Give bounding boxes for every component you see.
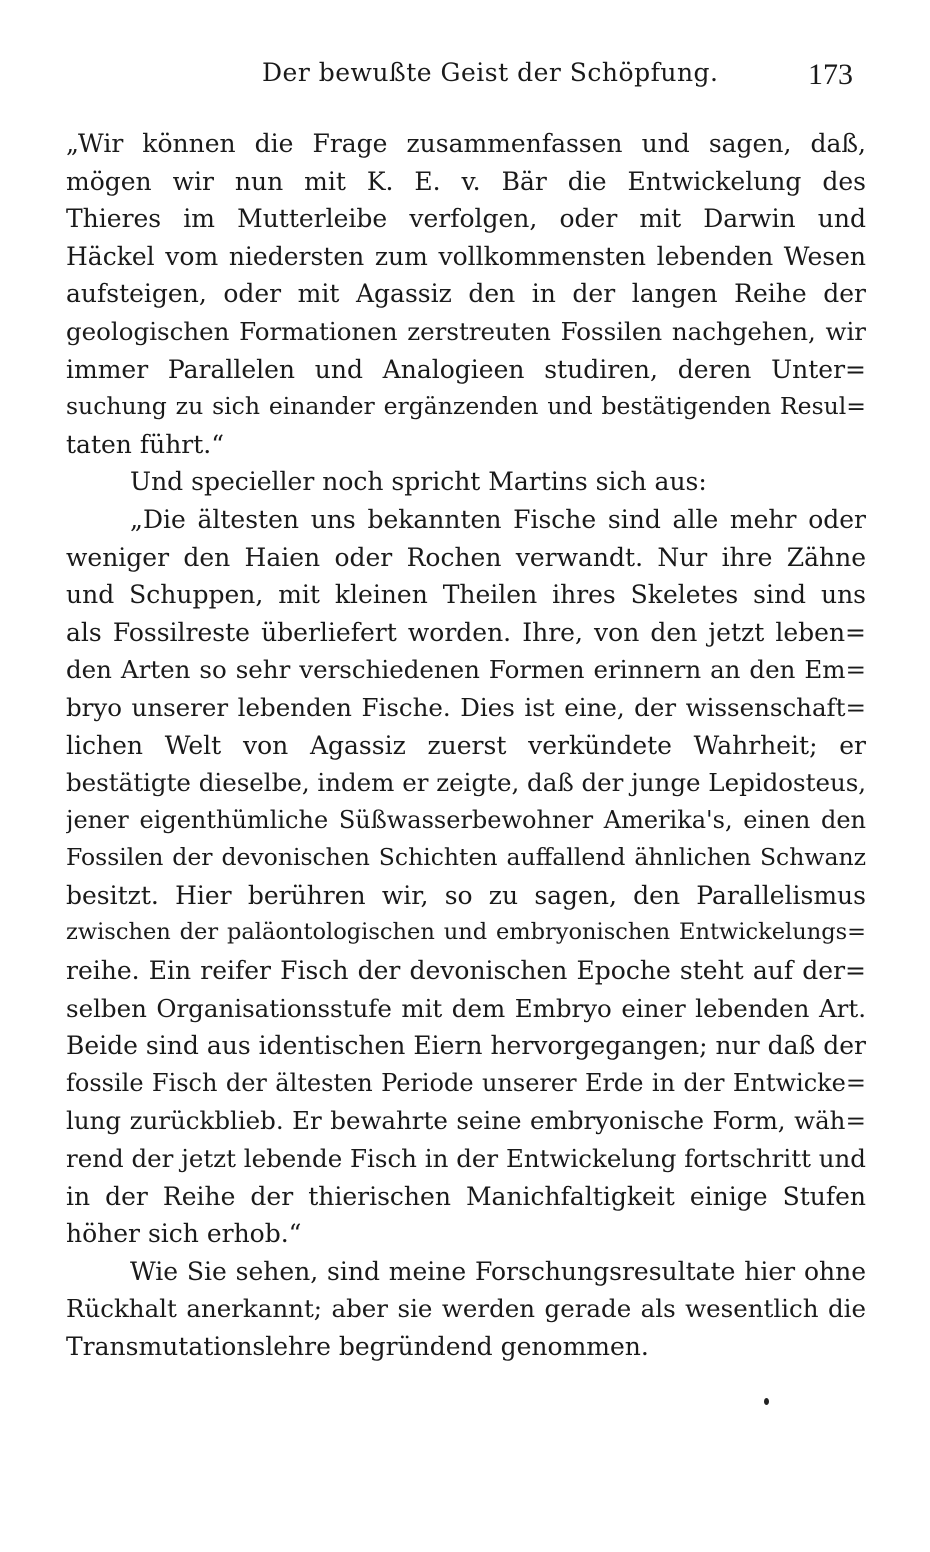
text-line: Fossilen der devonischen Schichten auffallend ähnlichen Schwanz <box>66 843 866 872</box>
text-line: in der Reihe der thierischen Manichfaltigkeit einige Stufen <box>66 1181 866 1211</box>
text-line: reihe. Ein reifer Fisch der devonischen Epoche steht auf der= <box>66 956 866 986</box>
text-line: Thieres im Mutterleibe verfolgen, oder mit Darwin und <box>66 204 866 234</box>
text-line: höher sich erhob.“ <box>66 1219 302 1249</box>
text-line: rend der jetzt lebende Fisch in der Entwickelung fortschritt und <box>66 1144 866 1174</box>
text-line: bestätigte dieselbe, indem er zeigte, daß der junge Lepidosteus, <box>66 768 866 798</box>
running-title: Der bewußte Geist der Schöpfung. <box>262 58 719 87</box>
text-line: lung zurückblieb. Er bewahrte seine embryonische Form, wäh= <box>66 1106 866 1136</box>
text-line: „Wir können die Frage zusammenfassen und sagen, daß, <box>66 129 866 158</box>
text-line: mögen wir nun mit K. E. v. Bär die Entwickelung des <box>66 166 866 196</box>
text-line: zwischen der paläontologischen und embryonischen Entwickelungs= <box>66 919 866 946</box>
text-line: Häckel vom niedersten zum vollkommensten lebenden Wesen <box>66 241 866 271</box>
text-line: geologischen Formationen zerstreuten Fossilen nachgehen, wir <box>66 316 866 346</box>
text-line: immer Parallelen und Analogieen studiren, deren Unter= <box>66 354 866 384</box>
text-line: als Fossilreste überliefert worden. Ihre, von den jetzt leben= <box>66 617 866 647</box>
text-line: lichen Welt von Agassiz zuerst verkündete Wahrheit; er <box>66 730 866 760</box>
text-line: taten führt.“ <box>66 429 225 459</box>
text-line: suchung zu sich einander ergänzenden und bestätigenden Resul= <box>66 392 866 421</box>
text-line: weniger den Haien oder Rochen verwandt. Nur ihre Zähne <box>66 542 866 572</box>
text-line: Wie Sie sehen, sind meine Forschungsresultate hier ohne <box>130 1256 866 1286</box>
text-line: Beide sind aus identischen Eiern hervorgegangen; nur daß der <box>66 1031 866 1061</box>
text-line: bryo unserer lebenden Fische. Dies ist eine, der wissenschaft= <box>66 692 866 722</box>
text-line: Rückhalt anerkannt; aber sie werden gerade als wesentlich die <box>66 1294 866 1324</box>
text-line: und Schuppen, mit kleinen Theilen ihres Skeletes sind uns <box>66 580 866 610</box>
ink-speck <box>764 1398 769 1405</box>
text-line: aufsteigen, oder mit Agassiz den in der langen Reihe der <box>66 279 866 309</box>
body-text <box>66 125 866 1366</box>
text-line: „Die ältesten uns bekannten Fische sind alle mehr oder <box>130 504 866 534</box>
text-line: den Arten so sehr verschiedenen Formen erinnern an den Em= <box>66 655 866 685</box>
text-line: jener eigenthümliche Süßwasserbewohner Amerika's, einen den <box>66 805 866 834</box>
text-line: besitzt. Hier berühren wir, so zu sagen, den Parallelismus <box>66 880 866 910</box>
text-line: fossile Fisch der ältesten Periode unserer Erde in der Entwicke= <box>66 1068 866 1097</box>
text-line: Und specieller noch spricht Martins sich aus: <box>130 467 707 497</box>
page-number: 173 <box>808 58 853 91</box>
text-line: selben Organisationsstufe mit dem Embryo einer lebenden Art. <box>66 993 866 1023</box>
text-line: Transmutationslehre begründend genommen. <box>66 1332 649 1361</box>
